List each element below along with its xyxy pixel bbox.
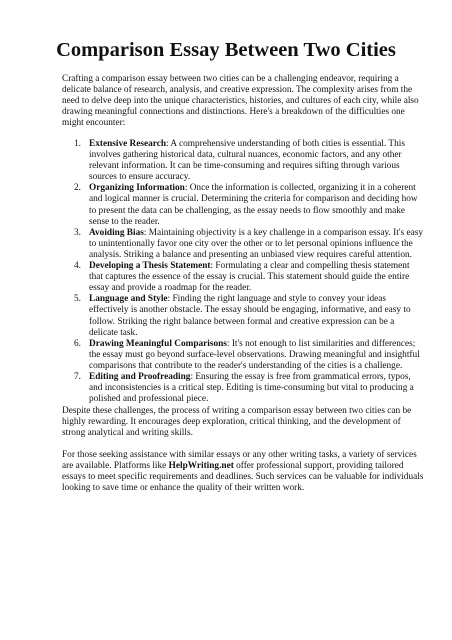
list-term: Extensive Research: [89, 139, 167, 149]
service-name: HelpWriting.net: [168, 461, 234, 472]
list-text: : Ensuring the essay is free from grammatical errors, typos, and inconsistencies is a critical step. Editing is time-consuming but vital to producing a polished and professional piece.: [89, 371, 414, 405]
list-item: [62, 339, 424, 372]
list-text: : Finding the right language and style to convey your ideas effectively is another obstacle. The essay should be engaging, informative, and easy to follow. Striking the right balance between formal and creative expression can be a delicate task.: [89, 294, 411, 338]
list-number: 7.: [74, 371, 81, 382]
list-term: Language and Style: [89, 294, 168, 305]
list-text: : A comprehensive understanding of both cities is essential. This involves gathering historical data, cultural nuances, economic factors, and any other relevant information. It can be time-consuming and requires sifting through various sources to ensure accuracy.: [89, 139, 405, 183]
list-term: Drawing Meaningful Comparisons: [89, 338, 227, 349]
list-number: 6.: [74, 338, 81, 349]
list-item: [62, 294, 424, 338]
page-title: Comparison Essay Between Two Cities: [56, 39, 396, 61]
list-term: Editing and Proofreading: [89, 371, 191, 382]
list-number: 4.: [74, 261, 81, 272]
list-number: 1.: [74, 139, 81, 149]
list-term: Organizing Information: [89, 183, 185, 194]
list-text: : Maintaining objectivity is a key challenge in a comparison essay. It's easy to unintentionally favor one city over the other or to let personal opinions influence the analysis. Striking a balance and presenting an unbiased view requires careful attention.: [89, 227, 423, 260]
assistance-text-end: offer professional support, providing tailored essays to meet specific requirements and deadlines. Such services can be valuable for individuals looking to save time or enhance the quality of their written work.: [62, 461, 424, 494]
list-item: [62, 183, 424, 227]
list-term: Developing a Thesis Statement: [89, 261, 211, 272]
assistance-paragraph: [62, 450, 424, 494]
despite-paragraph: Despite these challenges, the process of writing a comparison essay between two cities can be highly rewarding. It encourages deep exploration, critical thinking, and the development of strong analytical and writing skills.: [62, 406, 412, 439]
assistance-text-start: For those seeking assistance with similar essays or any other writing tasks, a variety of services are available. Platforms like: [62, 450, 417, 472]
list-text: : Formulating a clear and compelling thesis statement that captures the essence of the essay is crucial. This statement should guide the entire essay and provide a roadmap for the reader.: [89, 261, 410, 294]
list-term: Avoiding Bias: [89, 227, 144, 238]
list-number: 3.: [74, 227, 81, 238]
list-text: : It's not enough to list similarities and differences; the essay must go beyond surface-level observations. Drawing meaningful and insightful comparisons that contribute to the reader's understanding of the cities is a challenge.: [89, 338, 420, 371]
difficulties-list: [62, 139, 424, 405]
list-number: 5.: [74, 294, 81, 305]
list-item: [62, 139, 424, 183]
list-item: [62, 228, 424, 261]
list-text: : Once the information is collected, organizing it in a coherent and logical manner is crucial. Determining the criteria for comparison and deciding how to present the data can be challenging, as the essay needs to flow smoothly and make sense to the reader.: [89, 183, 418, 227]
list-item: [62, 372, 424, 405]
list-number: 2.: [74, 183, 81, 194]
list-item: [62, 261, 424, 294]
intro-paragraph: Crafting a comparison essay between two cities can be a challenging endeavor, requiring a delicate balance of research, analysis, and creative expression. The complexity arises from the need to delve deep into the unique characteristics, histories, and cultures of each city, while also drawing meaningful connections and distinctions. Here's a breakdown of the difficulties one might encounter:: [62, 74, 419, 129]
